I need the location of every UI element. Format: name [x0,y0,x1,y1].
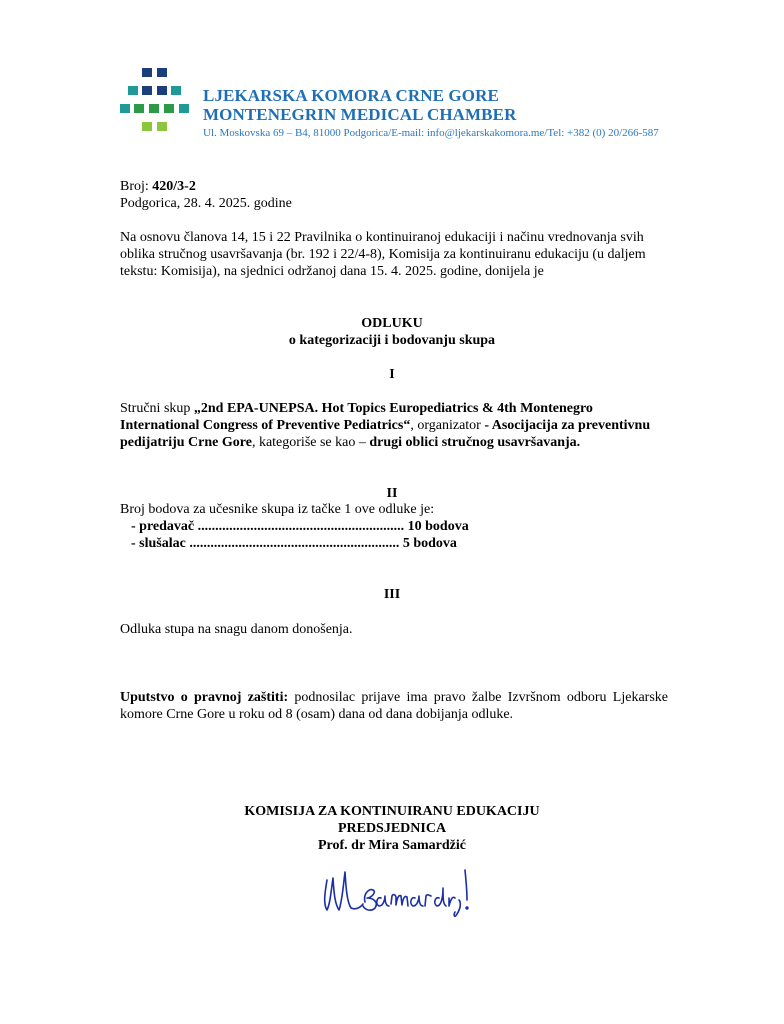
section-number-3: III [383,587,401,602]
logo-square [128,86,138,95]
logo-square [157,68,167,77]
logo-square [157,122,167,131]
text-span: Stručni skup [120,401,194,416]
legal-instruction [120,689,668,723]
logo-square [142,122,152,131]
text-span: , kategoriše se kao – [251,435,370,450]
logo-square [179,104,189,113]
legal-label: Uputstvo o pravnoj zaštiti: [120,690,289,705]
place-date: Podgorica, 28. 4. 2025. godine [120,196,292,211]
logo-square [142,68,152,77]
points-lecturer: - predavač ........................................................... 10 bodova [131,519,469,534]
committee-name: KOMISIJA ZA KONTINUIRANU EDUKACIJU [244,804,540,819]
org-name-english: MONTENEGRIN MEDICAL CHAMBER [203,105,517,124]
reference-value: 420/3-2 [152,179,196,194]
legal-text: podnosilac prijave ima pravo žalbe Izvršnom odboru Ljekarske komore Crne Gore u roku od 8 (osam) dana od dana dobijanja odluke. [120,690,668,722]
reference-number [120,178,668,195]
event-category: drugi oblici stručnog usavršavanja. [369,435,581,450]
org-address: Ul. Moskovska 69 – B4, 81000 Podgorica/E-mail: info@ljekarskakomora.me/Tel: +382 (0) 20/266-587 [203,127,659,139]
handwritten-signature [315,858,475,920]
org-name-local: LJEKARSKA KOMORA CRNE GORE [203,86,499,105]
logo-square [149,104,159,113]
logo-square [164,104,174,113]
text-span: , organizator [410,418,485,433]
logo-square [134,104,144,113]
signatory-role: PREDSJEDNICA [337,821,447,836]
points-listener: - slušalac ............................................................ 5 bodova [131,536,457,551]
event-name: „2nd EPA-UNEPSA. Hot Topics Europediatrics & 4th Montenegro International Congress of Preventive Pediatrics“ [120,401,593,433]
logo-square [171,86,181,95]
logo-square [157,86,167,95]
section-3-text: Odluka stupa na snagu danom donošenja. [120,622,353,637]
decision-title: ODLUKU [361,316,423,331]
signatory-name: Prof. dr Mira Samardžić [317,838,466,853]
logo-square [120,104,130,113]
logo-square [142,86,152,95]
chamber-logo [120,68,192,138]
section-1-text [120,400,668,451]
decision-subtitle: o kategorizaciji i bodovanju skupa [288,333,496,348]
points-intro: Broj bodova za učesnike skupa iz tačke 1 ove odluke je: [120,502,435,517]
reference-label: Broj: [120,179,153,194]
section-number-2: II [386,486,398,501]
section-number-1: I [389,367,395,382]
organizer-name: - Asocijacija za preventivnu pedijatriju Crne Gore [120,418,651,450]
intro-paragraph: Na osnovu članova 14, 15 i 22 Pravilnika o kontinuiranoj edukaciji i načinu vrednovanja svih oblika stručnog usavršavanja (br. 192 i 22/4-8), Komisija za kontinuiranu edukaciju (u daljem tekstu: Komisija), na sjednici održanoj dana 15. 4. 2025. godine, donijela je [120,230,646,279]
letterhead [203,86,659,140]
